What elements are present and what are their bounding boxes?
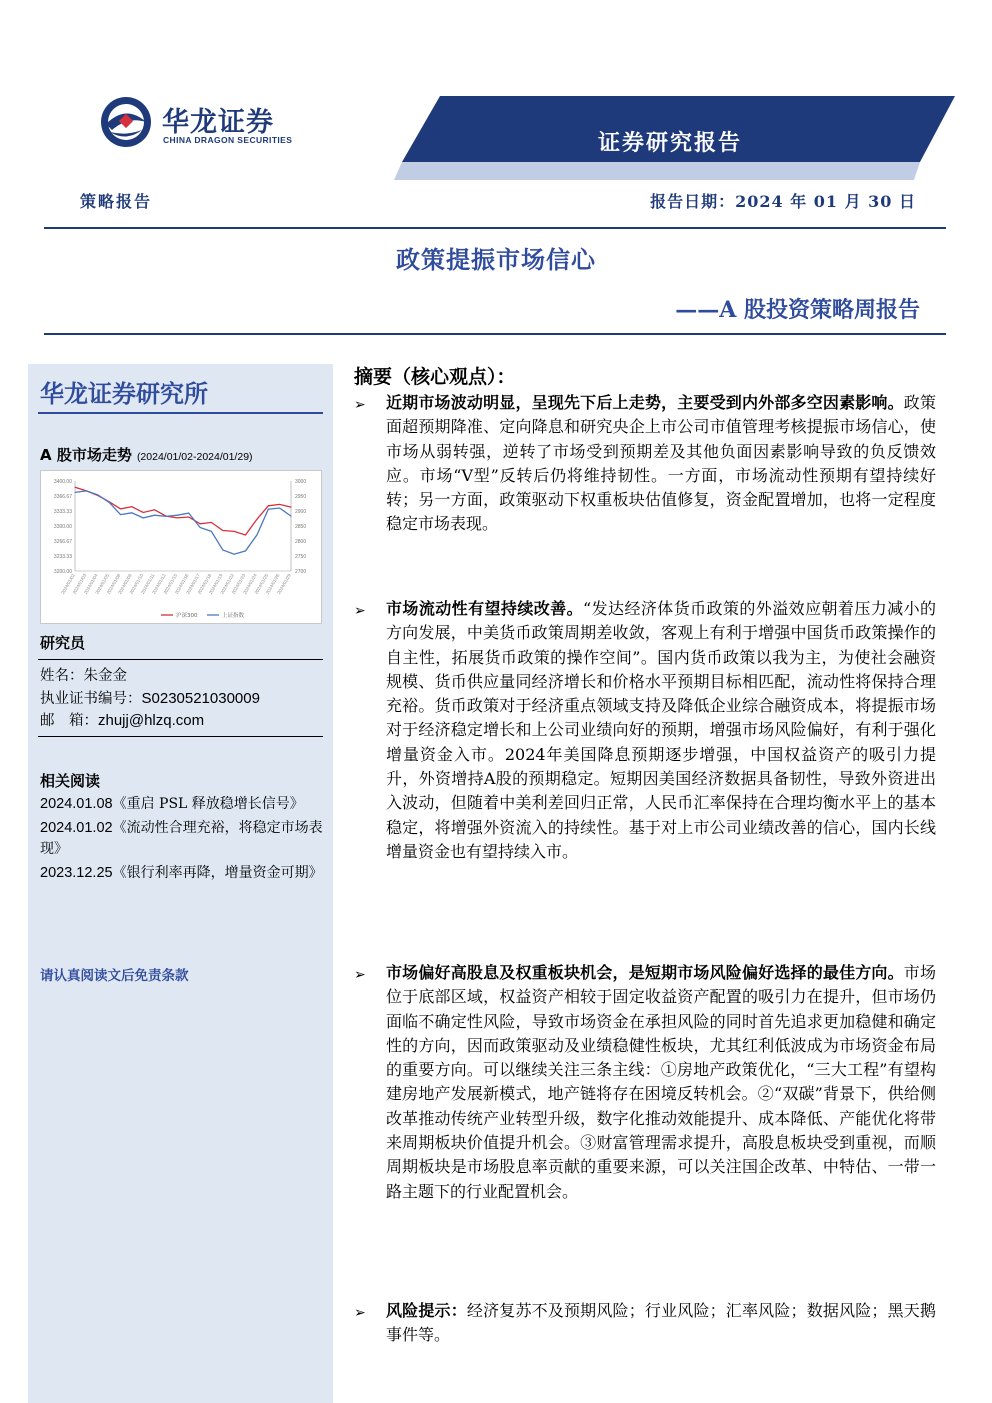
chart-data-point: [211, 522, 212, 523]
chart-data-point: [188, 513, 189, 514]
chart-data-point: [120, 508, 121, 509]
chart-svg: [41, 471, 323, 625]
report-type-label: 证券研究报告: [598, 130, 743, 156]
chart-right-tick-label: 2950: [295, 494, 307, 500]
chart-data-point: [291, 516, 292, 517]
email-address[interactable]: zhujj@hlzq.com: [98, 712, 205, 729]
section-lead: 市场流动性有望持续改善。: [386, 599, 584, 618]
chart-legend-label: 上证指数: [222, 613, 245, 619]
chart-legend-label: 沪深300: [176, 613, 198, 619]
chart-data-point: [234, 531, 235, 532]
chart-heading: [40, 444, 253, 465]
chart-x-tick-label: 2024/01/02: [60, 573, 76, 596]
chart-data-point: [200, 523, 201, 524]
cert-label: 执业证书编号：: [40, 691, 142, 707]
related-item[interactable]: [40, 818, 325, 860]
chart-data-point: [75, 487, 76, 488]
related-date: 2024.01.08: [40, 796, 113, 812]
researcher-divider-top: [38, 659, 323, 660]
related-reading-list: [40, 794, 325, 887]
chart-data-point: [222, 530, 223, 531]
chart-data-point: [256, 519, 257, 520]
bullet-icon: ➢: [354, 967, 366, 983]
chart-left-tick-label: 3266.67: [53, 539, 72, 545]
chart-x-tick-label: 2024/01/12: [151, 573, 167, 596]
researcher-divider-bottom: [38, 736, 323, 737]
chart-data-point: [154, 515, 155, 516]
chart-data-point: [211, 531, 212, 532]
chart-left-tick-label: 3400.00: [53, 479, 72, 485]
chart-data-point: [165, 516, 166, 517]
chart-data-point: [234, 554, 235, 555]
chart-left-tick-label: 3300.00: [53, 524, 72, 530]
chart-data-point: [177, 517, 178, 518]
chart-x-tick-label: 2024/01/09: [117, 573, 133, 596]
chart-data-point: [268, 505, 269, 506]
chart-x-tick-label: 2024/01/19: [208, 573, 224, 596]
sidebar-divider: [38, 412, 323, 414]
chart-data-point: [279, 508, 280, 509]
bullet-icon: ➢: [354, 397, 366, 413]
chart-x-tick-label: 2024/01/04: [83, 573, 99, 596]
chart-right-tick-label: 2750: [295, 554, 307, 560]
chart-data-point: [154, 509, 155, 510]
chart-right-tick-label: 2700: [295, 569, 307, 575]
page-subtitle: ——A 股投资策略周报告: [675, 297, 920, 323]
section-body: “发达经济体货币政策的外溢效应朝着压力减小的方向发展，中美货币政策周期差收敛，客观上有利于增强中国货币政策操作的自主性，拓展货币政策的操作空间”。国内货币政策以我为主，为使社会融资规模、货币供应量同经济增长和价格水平预期目标相匹配，流动性将保持合理充裕。货币政策对于经济重点领域支持及降低企业综合融资成本，将提振市场对于经济稳定增长和上公司业绩向好的预期，增强市场风险偏好，有利于强化增量资金入市。2024年美国降息预期逐步增强，中国权益资产的吸引力提升，外资增持A股的预期稳定。短期因美国经济数据具备韧性，导致外资进出入波动，但随着中美利差回归正常，人民币汇率保持在合理均衡水平上的基本稳定，将增强外资流入的持续性。基于对上市公司业绩改善的信心，国内长线增量资金也有望持续入市。: [386, 599, 936, 861]
researcher-name: 姓名：朱金金: [40, 668, 127, 684]
chart-data-point: [86, 490, 87, 491]
section-lead: 市场偏好高股息及权重板块机会，是短期市场风险偏好选择的最佳方向。: [386, 963, 904, 982]
related-title: 《流动性合理充裕，将稳定市场表现》: [40, 820, 323, 857]
title-divider: [44, 333, 946, 335]
chart-data-point: [143, 517, 144, 518]
chart-x-tick-label: 2024/01/18: [196, 573, 213, 596]
chart-data-point: [256, 535, 257, 536]
researcher-cert: [40, 688, 260, 710]
chart-data-point: [279, 504, 280, 505]
related-heading: 相关阅读: [40, 772, 101, 790]
bullet-icon: ➢: [354, 1305, 366, 1321]
chart-x-tick-label: 2024/01/25: [253, 573, 270, 596]
researcher-email: [40, 710, 204, 732]
related-title: 《重启 PSL 释放稳增长信号》: [112, 796, 304, 812]
chart-right-tick-label: 2850: [295, 524, 307, 530]
related-date: 2023.12.25: [40, 865, 113, 881]
cert-number: S0230521030009: [141, 690, 260, 707]
market-trend-chart: [40, 470, 322, 624]
section-lead: 近期市场波动明显，呈现先下后上走势，主要受到内外部多空因素影响。: [386, 393, 904, 412]
chart-data-point: [75, 492, 76, 493]
chart-data-point: [143, 512, 144, 513]
chart-data-point: [131, 512, 132, 513]
header-divider: [44, 227, 946, 229]
chart-x-tick-label: 2024/01/15: [162, 573, 179, 596]
related-date: 2024.01.02: [40, 820, 113, 836]
abstract-section-4: [386, 1299, 936, 1348]
chart-x-tick-label: 2024/01/22: [219, 573, 236, 596]
chart-data-point: [97, 494, 98, 495]
report-category: 策略报告: [80, 192, 153, 211]
bullet-icon: ➢: [354, 603, 366, 619]
chart-data-point: [131, 506, 132, 507]
chart-data-point: [268, 509, 269, 510]
brand-name-cn: 华龙证券: [162, 107, 274, 138]
disclaimer-note: 请认真阅读文后免责条款: [40, 968, 189, 984]
report-date: 报告日期：2024 年 01 月 30 日: [650, 192, 916, 211]
chart-x-tick-label: 2024/01/26: [264, 573, 281, 596]
section-body: 政策面超预期降准、定向降息和研究央企上市公司市值管理考核提振市场信心，使市场从弱转强，逆转了市场受到预期差及其他负面因素影响导致的负反馈效应。市场“V型”反转后仍将维持韧性。一方面，市场流动性预期有望持续好转；另一方面，政策驱动下权重板块估值修复，资金配置增加，也将一定程度稳定市场表现。: [386, 393, 936, 534]
abstract-section-3: [386, 961, 936, 1204]
chart-x-tick-label: 2024/01/05: [94, 573, 110, 596]
chart-data-point: [120, 514, 121, 515]
chart-left-tick-label: 3366.67: [53, 494, 72, 500]
chart-right-tick-label: 2900: [295, 509, 307, 515]
abstract-heading: 摘要（核心观点）：: [354, 366, 516, 388]
chart-x-tick-label: 2024/01/16: [173, 573, 190, 596]
chart-x-tick-label: 2024/01/10: [128, 573, 145, 596]
sidebar-title: 华龙证券研究所: [40, 380, 208, 408]
section-body: 市场位于底部区域，权益资产相较于固定收益资产配置的吸引力在提升，但市场仍面临不确定性风险，导致市场资金在承担风险的同时首先追求更加稳健和确定性的方向，因而政策驱动及业绩稳健性板块，尤其红利低波成为市场资金布局的重要方向。可以继续关注三条主线：①房地产政策优化，“三大工程”有望构建房地产发展新模式，地产链将存在困境反转机会。②“双碳”背景下，供给侧改革推动传统产业转型升级，数字化推动效能提升、成本降低、产能优化将带来周期板块价值提升机会。③财富管理需求提升，高股息板块受到重视，而顺周期板块是市场股息率贡献的重要来源，可以关注国企改革、中特估、一带一路主题下的行业配置机会。: [386, 963, 936, 1201]
chart-x-tick-label: 2024/01/29: [276, 573, 292, 596]
chart-left-tick-label: 3333.33: [53, 509, 72, 515]
abstract-section-1: [386, 391, 936, 537]
chart-x-tick-label: 2024/01/03: [71, 573, 88, 596]
chart-data-point: [245, 550, 246, 551]
chart-data-point: [109, 502, 110, 503]
related-item[interactable]: [40, 794, 325, 815]
related-item[interactable]: [40, 863, 325, 884]
related-title: 《银行利率再降，增量资金可期》: [112, 865, 323, 881]
chart-data-point: [188, 517, 189, 518]
section-body: 经济复苏不及预期风险；行业风险；汇率风险；数据风险；黑天鹅事件等。: [386, 1301, 936, 1345]
page-title: 政策提振市场信心: [396, 245, 596, 274]
chart-title: A 股市场走势: [40, 446, 132, 464]
chart-data-point: [291, 507, 292, 508]
researcher-heading: 研究员: [40, 634, 86, 652]
chart-left-tick-label: 3233.33: [53, 554, 72, 560]
chart-data-point: [200, 527, 201, 528]
chart-x-tick-label: 2024/01/17: [185, 573, 201, 596]
chart-x-tick-label: 2024/01/24: [242, 573, 258, 596]
chart-x-tick-label: 2024/01/08: [105, 573, 122, 596]
section-lead: 风险提示：: [386, 1301, 467, 1320]
chart-data-point: [222, 550, 223, 551]
abstract-section-2: [386, 597, 936, 864]
chart-data-point: [177, 515, 178, 516]
email-label: 邮 箱：: [40, 713, 98, 729]
chart-data-point: [245, 535, 246, 536]
sidebar: [28, 364, 333, 1403]
chart-x-tick-label: 2024/01/23: [230, 573, 247, 596]
chart-right-tick-label: 3000: [295, 479, 307, 485]
chart-right-tick-label: 2800: [295, 539, 307, 545]
chart-date-range: (2024/01/02-2024/01/29): [136, 451, 253, 463]
chart-x-tick-label: 2024/01/11: [140, 573, 156, 595]
brand-name-en: CHINA DRAGON SECURITIES: [163, 135, 293, 145]
chart-series-line-1: [75, 487, 291, 535]
chart-left-tick-label: 3200.00: [53, 569, 72, 575]
